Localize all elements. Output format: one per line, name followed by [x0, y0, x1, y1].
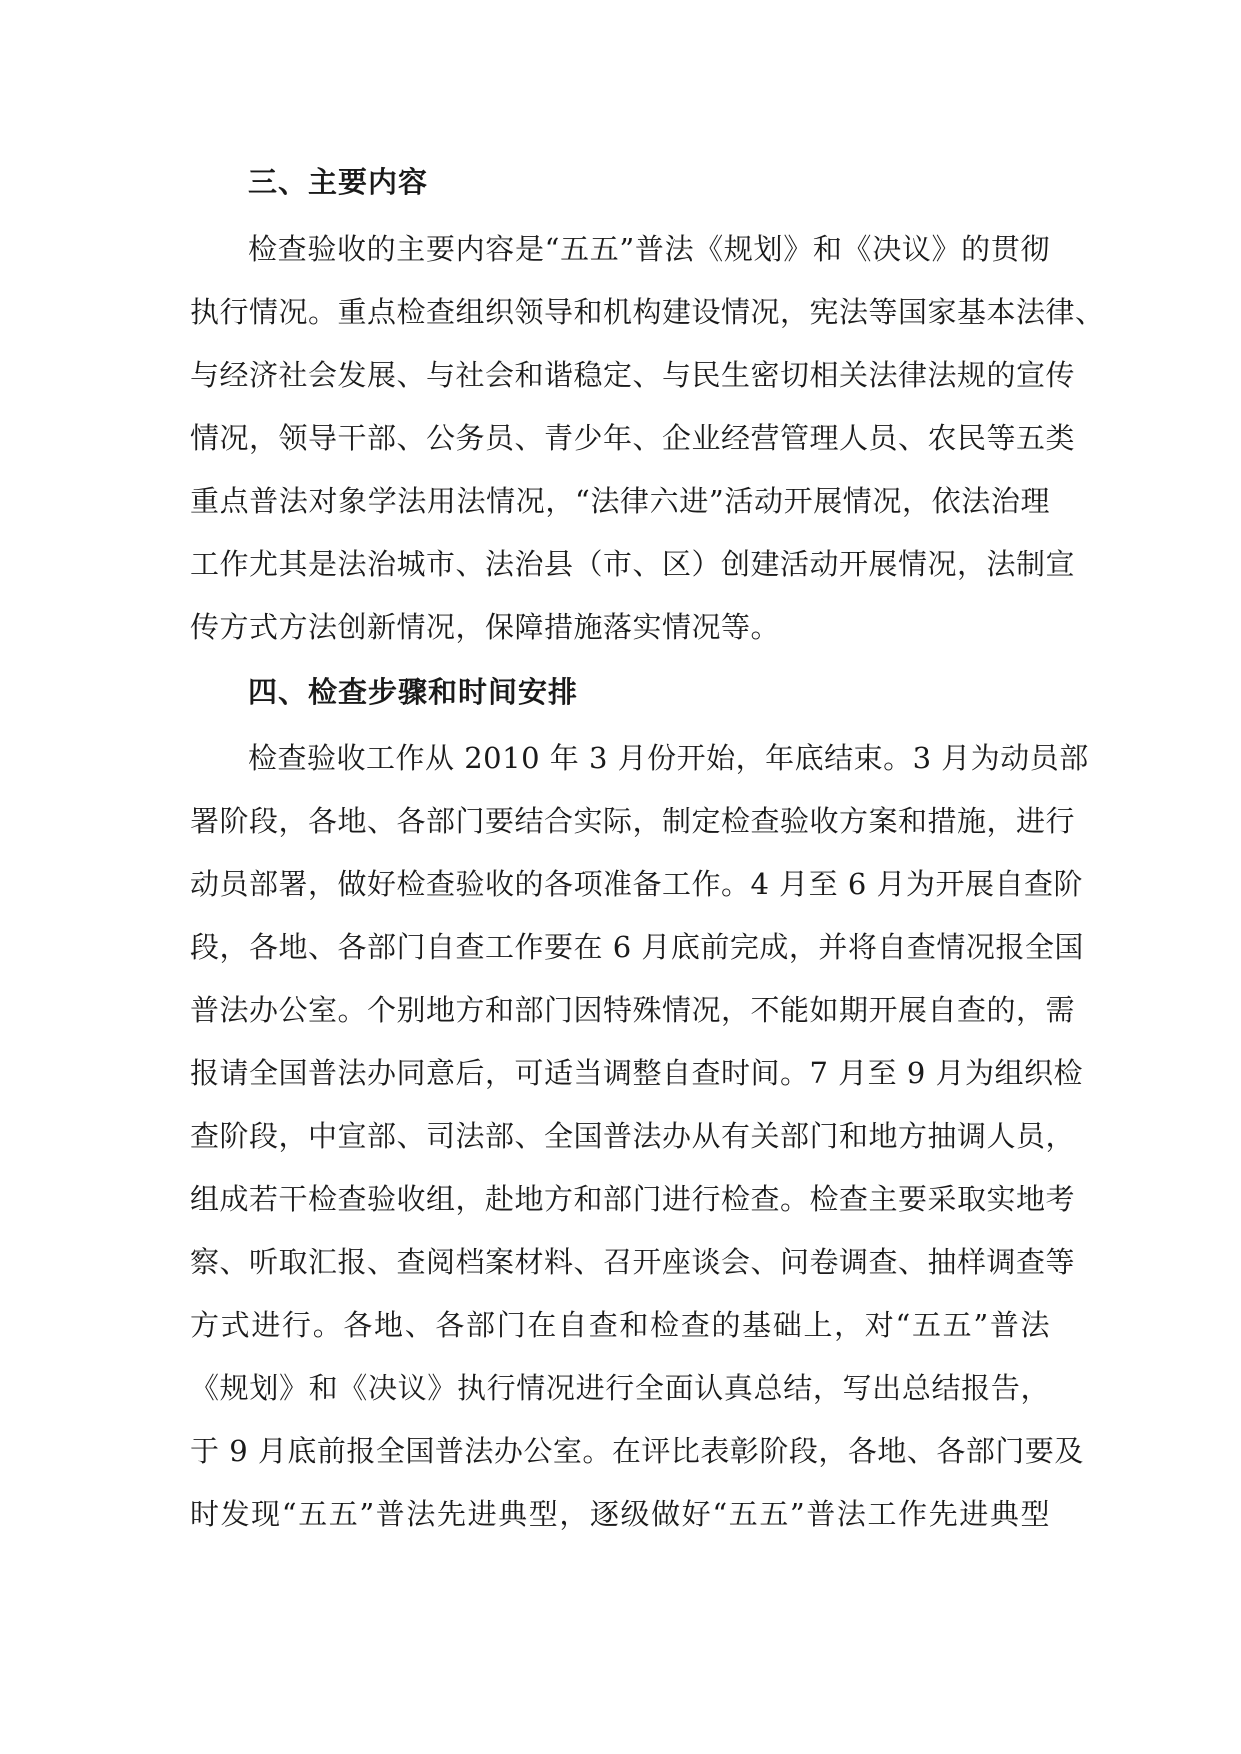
paragraph-line: 《规划》和《决议》执行情况进行全面认真总结，写出总结报告，	[190, 1371, 1050, 1405]
paragraph-line: 动员部署，做好检查验收的各项准备工作。4 月至 6 月为开展自查阶	[190, 867, 1084, 901]
paragraph-line: 普法办公室。个别地方和部门因特殊情况，不能如期开展自查的，需	[190, 993, 1076, 1027]
paragraph-line: 署阶段，各地、各部门要结合实际，制定检查验收方案和措施，进行	[190, 804, 1076, 838]
paragraph-line: 重点普法对象学法用法情况，“法律六进”活动开展情况，依法治理	[190, 484, 1050, 518]
paragraph-line: 时发现“五五”普法先进典型，逐级做好“五五”普法工作先进典型	[190, 1497, 1050, 1531]
paragraph-line: 段，各地、各部门自查工作要在 6 月底前完成，并将自查情况报全国	[190, 930, 1084, 964]
paragraph-line: 于 9 月底前报全国普法办公室。在评比表彰阶段，各地、各部门要及	[190, 1434, 1084, 1468]
paragraph-line: 方式进行。各地、各部门在自查和检查的基础上，对“五五”普法	[190, 1308, 1050, 1342]
section-heading-main-content: 三、主要内容	[248, 165, 429, 199]
paragraph-line: 查阶段，中宣部、司法部、全国普法办从有关部门和地方抽调人员，	[190, 1119, 1076, 1153]
paragraph-line: 执行情况。重点检查组织领导和机构建设情况，宪法等国家基本法律、	[190, 295, 1105, 329]
paragraph-line: 检查验收的主要内容是“五五”普法《规划》和《决议》的贯彻	[248, 232, 1050, 266]
paragraph-line: 传方式方法创新情况，保障措施落实情况等。	[190, 610, 781, 644]
paragraph-line: 报请全国普法办同意后，可适当调整自查时间。7 月至 9 月为组织检	[190, 1056, 1084, 1090]
paragraph-line: 检查验收工作从 2010 年 3 月份开始，年底结束。3 月为动员部	[248, 741, 1089, 775]
paragraph-line: 工作尤其是法治城市、法治县（市、区）创建活动开展情况，法制宣	[190, 547, 1076, 581]
paragraph-line: 情况，领导干部、公务员、青少年、企业经营管理人员、农民等五类	[190, 421, 1076, 455]
paragraph-line: 与经济社会发展、与社会和谐稳定、与民生密切相关法律法规的宣传	[190, 358, 1076, 392]
paragraph-line: 察、听取汇报、查阅档案材料、召开座谈会、问卷调查、抽样调查等	[190, 1245, 1076, 1279]
section-heading-inspection-steps: 四、检查步骤和时间安排	[248, 675, 579, 709]
paragraph-line: 组成若干检查验收组，赴地方和部门进行检查。检查主要采取实地考	[190, 1182, 1076, 1216]
